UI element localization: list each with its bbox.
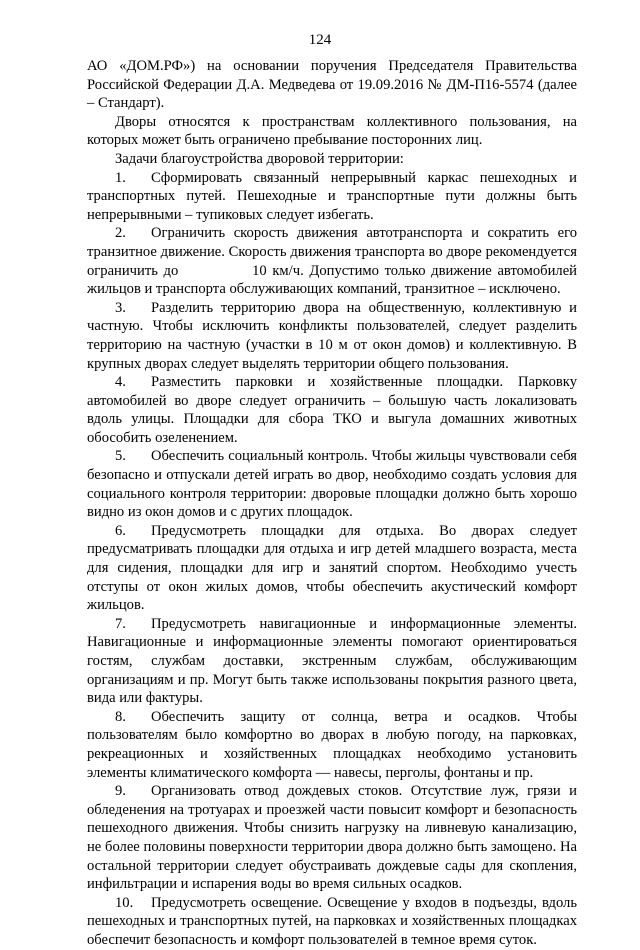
intro-continuation-paragraph: АО «ДОМ.РФ») на основании поручения Председателя Правительства Российской Федерации Д.А. Медведева от 19.09.2016 № ДМ-П16-5574 (далее – Стандарт). (87, 58, 577, 112)
courtyards-paragraph: Дворы относятся к пространствам коллективного пользования, на которых может быть ограничено пребывание посторонних лиц. (87, 113, 577, 149)
list-item-text: Разделить территорию двора на общественную, коллективную и частную. Чтобы исключить конфликты пользователей, следует разделить территорию на частную (участки в 10 м от окон домов) и коллективную. В крупных дворах следует выделять территории общего пользования. (87, 299, 577, 372)
page-body (87, 57, 581, 950)
list-item-number: 9. (115, 783, 126, 800)
list-item (87, 224, 581, 298)
list-item-text: Сформировать связанный непрерывный каркас пешеходных и транспортных путей. Пешеходные и транспортные пути должны быть непрерывными – тупиковых следует избегать. (87, 169, 577, 223)
list-item (87, 447, 577, 521)
list-item (87, 615, 577, 708)
list-item-number: 4. (115, 374, 126, 391)
list-item-text: Предусмотреть навигационные и информационные элементы. Навигационные и информационные элементы помогают ориентироваться гостям, службам доставки, экстренным службам, обслуживающим организациям и пр. Могут быть также использованы покрытия разного цвета, вида или фактуры. (87, 615, 577, 707)
list-item-text: Предусмотреть освещение. Освещение у входов в подъезды, вдоль пешеходных и транспортных путей, на парковках и хозяйственных площадках обеспечит безопасность и комфорт пользователей в темное время суток. (87, 894, 577, 948)
list-item-text: Обеспечить защиту от солнца, ветра и осадков. Чтобы пользователям было комфортно во дворах в любую погоду, на парковках, рекреационных и хозяйственных площадках необходимо установить элементы климатического комфорта — навесы, перголы, фонтаны и пр. (87, 708, 577, 781)
list-item-number: 6. (115, 522, 126, 539)
list-item (87, 373, 577, 447)
list-item (87, 299, 577, 373)
list-item-number: 3. (115, 299, 126, 316)
list-item-number: 2. (115, 225, 126, 242)
list-item-number: 1. (115, 169, 126, 186)
list-item-text: Разместить парковки и хозяйственные площадки. Парковку автомобилей во дворе следует ограничить – большую часть локализовать вдоль улицы. Площадки для сбора ТКО и выгула домашних животных обособить озеленением. (87, 374, 577, 446)
tasks-heading-paragraph: Задачи благоустройства дворовой территории: (115, 150, 404, 167)
list-item-text: Организовать отвод дождевых стоков. Отсутствие луж, грязи и обледенения на тротуарах и проезжей части повысит комфорт и безопасность пешеходного движения. Чтобы снизить нагрузку на ливневую канализацию, не более половины поверхности территории двора должно быть замощено. На остальной территории следует обустраивать дождевые сады для скопления, инфильтрации и испарения воды во время сильных осадков. (87, 783, 577, 893)
list-item (87, 522, 577, 615)
list-item-text: Обеспечить социальный контроль. Чтобы жильцы чувствовали себя безопасно и отпускали детей играть во двор, необходимо создать условия для социального контроля территории: дворовые площадки должно быть хорошо видно из окон домов и с других площадок. (87, 448, 577, 521)
list-item-text: Предусмотреть площадки для отдыха. Во дворах следует предусматривать площадки для отдыха и игр детей младшего возраста, места для сидения, площадки для игр и занятий спортом. Необходимо учесть отступы от окон жилых домов, чтобы обеспечить акустический комфорт жильцов. (87, 522, 577, 614)
list-item (87, 708, 577, 782)
list-item-number: 8. (115, 708, 126, 725)
list-item-number: 10. (115, 894, 134, 911)
list-item (87, 782, 577, 894)
list-item-number: 7. (115, 615, 126, 632)
list-item (87, 169, 577, 225)
list-item (87, 894, 577, 950)
list-item-number: 5. (115, 448, 126, 465)
page-number: 124 (308, 32, 332, 48)
list-item-text: Ограничить скорость движения автотранспорта и сократить его транзитное движение. Скорость движения транспорта во дворе рекомендуется ограничить до 10 км/ч. Допустимо только движение автомобилей жильцов и транспорта обслуживающих компаний, транзитное – исключено. (87, 225, 581, 298)
